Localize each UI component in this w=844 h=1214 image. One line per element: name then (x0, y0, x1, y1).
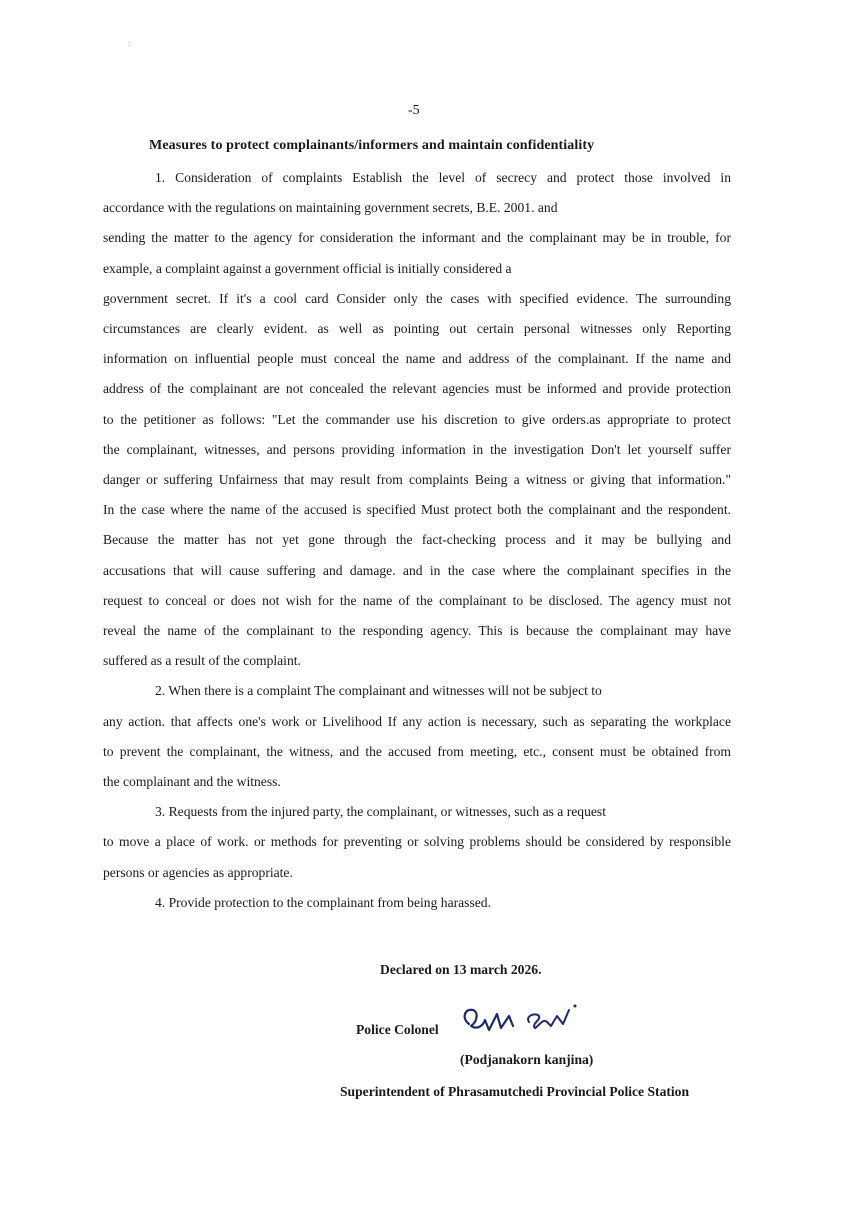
text-line: to move a place of work. or methods for preventing or solving problems should be considered by responsible (103, 834, 731, 850)
text-line: sending the matter to the agency for consideration the informant and the complainant may be in trouble, for (103, 230, 731, 246)
paragraph-1 (103, 163, 731, 676)
document-body (103, 163, 731, 918)
text-line: the complainant and the witness. (103, 774, 281, 790)
text-line: information on influential people must conceal the name and address of the complainant. If the name and (103, 351, 731, 367)
text-line: request to conceal or does not wish for the name of the complainant to be disclosed. The agency must not (103, 592, 731, 608)
section-heading: Measures to protect complainants/informers and maintain confidentiality (149, 138, 595, 153)
paragraph-2 (103, 676, 731, 797)
page-number: -5 (408, 103, 420, 118)
text-line: persons or agencies as appropriate. (103, 864, 293, 880)
signer-name: (Podjanakorn kanjina) (460, 1052, 594, 1067)
declaration-date: Declared on 13 march 2026. (380, 962, 542, 977)
text-line: to prevent the complainant, the witness, and the accused from meeting, etc., consent must be obtained from (103, 743, 731, 759)
corner-mark: : (128, 38, 131, 48)
text-line: In the case where the name of the accused is specified Must protect both the complainant and the respondent. (103, 502, 731, 518)
text-line: 2. When there is a complaint The complainant and witnesses will not be subject to (155, 683, 602, 699)
signer-rank: Police Colonel (356, 1022, 439, 1037)
text-line: 1. Consideration of complaints Establish the level of secrecy and protect those involved in (155, 170, 731, 185)
text-line: suffered as a result of the complaint. (103, 653, 301, 669)
signature-image (455, 996, 595, 1044)
text-line: address of the complainant are not concealed the relevant agencies must be informed and provide protection (103, 381, 731, 397)
text-line: 4. Provide protection to the complainant from being harassed. (155, 894, 491, 910)
text-line: example, a complaint against a government official is initially considered a (103, 260, 512, 276)
paragraph-4 (103, 888, 731, 918)
paragraph-3 (103, 797, 731, 888)
text-line: to the petitioner as follows: "Let the commander use his discretion to give orders.as appropriate to protect (103, 411, 731, 427)
text-line: government secret. If it's a cool card Consider only the cases with specified evidence. The surrounding (103, 290, 731, 306)
text-line: 3. Requests from the injured party, the complainant, or witnesses, such as a request (155, 804, 606, 820)
text-line: accordance with the regulations on maintaining government secrets, B.E. 2001. and (103, 200, 558, 216)
text-line: Because the matter has not yet gone through the fact-checking process and it may be bullying and (103, 532, 731, 548)
text-line: any action. that affects one's work or Livelihood If any action is necessary, such as separating the workplace (103, 713, 731, 729)
signer-title: Superintendent of Phrasamutchedi Provincial Police Station (340, 1084, 690, 1099)
text-line: reveal the name of the complainant to the responding agency. This is because the complainant may have (103, 623, 731, 639)
text-line: accusations that will cause suffering and damage. and in the case where the complainant specifies in the (103, 562, 731, 578)
text-line: circumstances are clearly evident. as well as pointing out certain personal witnesses only Reporting (103, 321, 731, 337)
text-line: the complainant, witnesses, and persons providing information in the investigation Don't let yourself suffer (103, 441, 731, 457)
text-line: danger or suffering Unfairness that may result from complaints Being a witness or giving that information." (103, 472, 731, 488)
